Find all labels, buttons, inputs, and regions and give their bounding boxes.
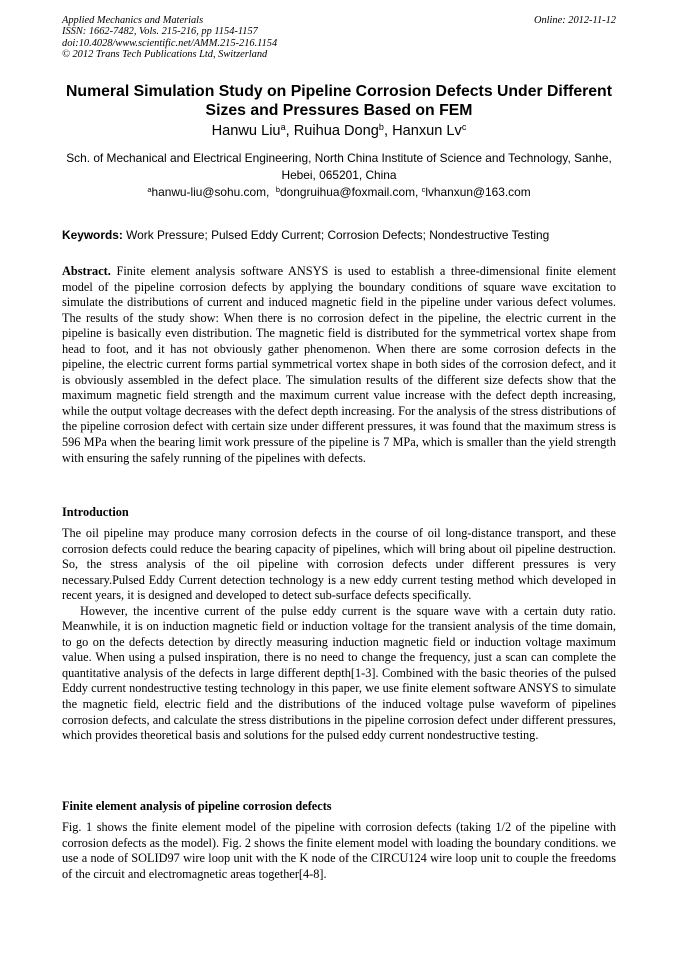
email-address[interactable]: lvhanxun@163.com xyxy=(425,185,531,199)
journal-name: Applied Mechanics and Materials xyxy=(62,15,204,26)
abstract xyxy=(62,264,616,466)
author-superscript: b xyxy=(378,122,384,133)
issn-line: ISSN: 1662-7482, Vols. 215-216, pp 1154-1157 xyxy=(62,26,258,38)
online-date: Online: 2012-11-12 xyxy=(533,15,616,26)
introduction-paragraph: However, the incentive current of the pulse eddy current is the square wave with a certain duty ratio. Meanwhile, it is on induction magnetic field or induction voltage for the transient analysis of the time domain, to go on the defects detection by directly measuring induction magnetic field or induction voltage maximum value. When using a pulsed inspiration, there is no need to change the frequency, just a scan can complete the quantitative analysis of the defects in large different depth[1-3]. Combined with the basic theories of the pulsed Eddy current nondestructive testing technology in this paper, we use finite element software ANSYS to simulate the magnetic field, electric field and the distributions of the induced voltage pulse waveform of pipelines corrosion defects, and calculate the stress distributions in the pipeline corrosion defect under different pressures, which provides theoretical basis and solutions for the pulsed eddy current nondestructive testing. xyxy=(62,603,616,743)
abstract-label: Abstract. xyxy=(62,264,111,278)
fea-paragraph: Fig. 1 shows the finite element model of the pipeline with corrosion defects (taking 1/2 of the pipeline with corrosion defects as the model). Fig. 2 shows the finite element model with loading the boundary conditions. we use a node of SOLID97 wire loop unit with the K node of the CIRCU124 wire loop unit to couple the freedoms of the circuit and electromagnetic areas together[4-8]. xyxy=(62,820,616,881)
author-name: Hanwu Liu xyxy=(211,123,281,139)
introduction-body xyxy=(62,526,616,744)
introduction-paragraph: The oil pipeline may produce many corrosion defects in the course of oil long-distance transport, and these corrosion defects could reduce the bearing capacity of pipelines, which will bring about oil pipeline destruction. So, the stress analysis of the oil pipeline with corrosion defects under different pressures is very necessary.Pulsed Eddy Current detection technology is a new eddy current testing method which developed in recent years, it is designed and developed to detect sub-surface defects specifically. xyxy=(62,526,616,603)
author-separator: , xyxy=(285,123,294,139)
introduction-heading: Introduction xyxy=(62,505,129,519)
email-address[interactable]: dongruihua@foxmail.com, xyxy=(280,185,419,199)
author-superscript: c xyxy=(461,122,467,133)
author-list xyxy=(62,122,616,140)
doi-line: doi:10.4028/www.scientific.net/AMM.215-216.1154 xyxy=(62,37,278,49)
email-superscript: a xyxy=(147,184,152,194)
fea-heading: Finite element analysis of pipeline corrosion defects xyxy=(62,799,332,813)
keywords-text: Work Pressure; Pulsed Eddy Current; Corrosion Defects; Nondestructive Testing xyxy=(126,228,550,242)
email-list xyxy=(62,184,616,200)
fea-body xyxy=(62,820,616,882)
email-address[interactable]: hanwu-liu@sohu.com, xyxy=(151,185,270,199)
email-superscript: c xyxy=(421,184,426,194)
email-superscript: b xyxy=(275,184,281,194)
copyright-line: © 2012 Trans Tech Publications Ltd, Switzerland xyxy=(62,48,268,60)
abstract-text: Finite element analysis software ANSYS is used to establish a three-dimensional finite element model of the pipeline corrosion defects by applying the boundary conditions of square wave excitation to simulate the distributions of current and induced magnetic field in the pipeline under various defect volumes. The results of the study show: When there is no corrosion defect in the pipeline, the electric current in the pipeline is basically even distribution. The magnetic field is distributed for the symmetrical vortex shape from head to foot, and it has not obviously gather phenomenon. When there are some corrosion defects in the pipeline, the electric current forms partial symmetrical vortex shape in both sides of the corrosion defect, and it is obviously assembled in the defect place. The simulation results of the different size defects show that the maximum magnetic field strength and the maximum current value increase with the defect depth increasing, while the output voltage decreases with the defect depth increasing. For the analysis of the stress distributions of the pipeline corrosion defect with certain size under different pressures, it was found that the maximum stress is 596 MPa when the bearing limit work pressure of the pipeline is 7 MPa, which is smaller than the yield strength with ensuring the safely running of the pipelines with defects. xyxy=(62,264,616,465)
author-name: Ruihua Dong xyxy=(293,123,379,139)
author-separator: , xyxy=(383,123,393,139)
keywords-label: Keywords: xyxy=(62,228,123,242)
affiliation: Sch. of Mechanical and Electrical Engineering, North China Institute of Science and Technology, Sanhe, Hebei, 065201, China xyxy=(66,151,612,182)
paper-title: Numeral Simulation Study on Pipeline Corrosion Defects Under Different Sizes and Pressures Based on FEM xyxy=(66,83,612,119)
email-gap xyxy=(269,185,276,199)
journal-header xyxy=(62,15,616,60)
author-superscript: a xyxy=(280,122,286,133)
keywords xyxy=(62,228,616,243)
author-name: Hanxun Lv xyxy=(392,123,462,139)
